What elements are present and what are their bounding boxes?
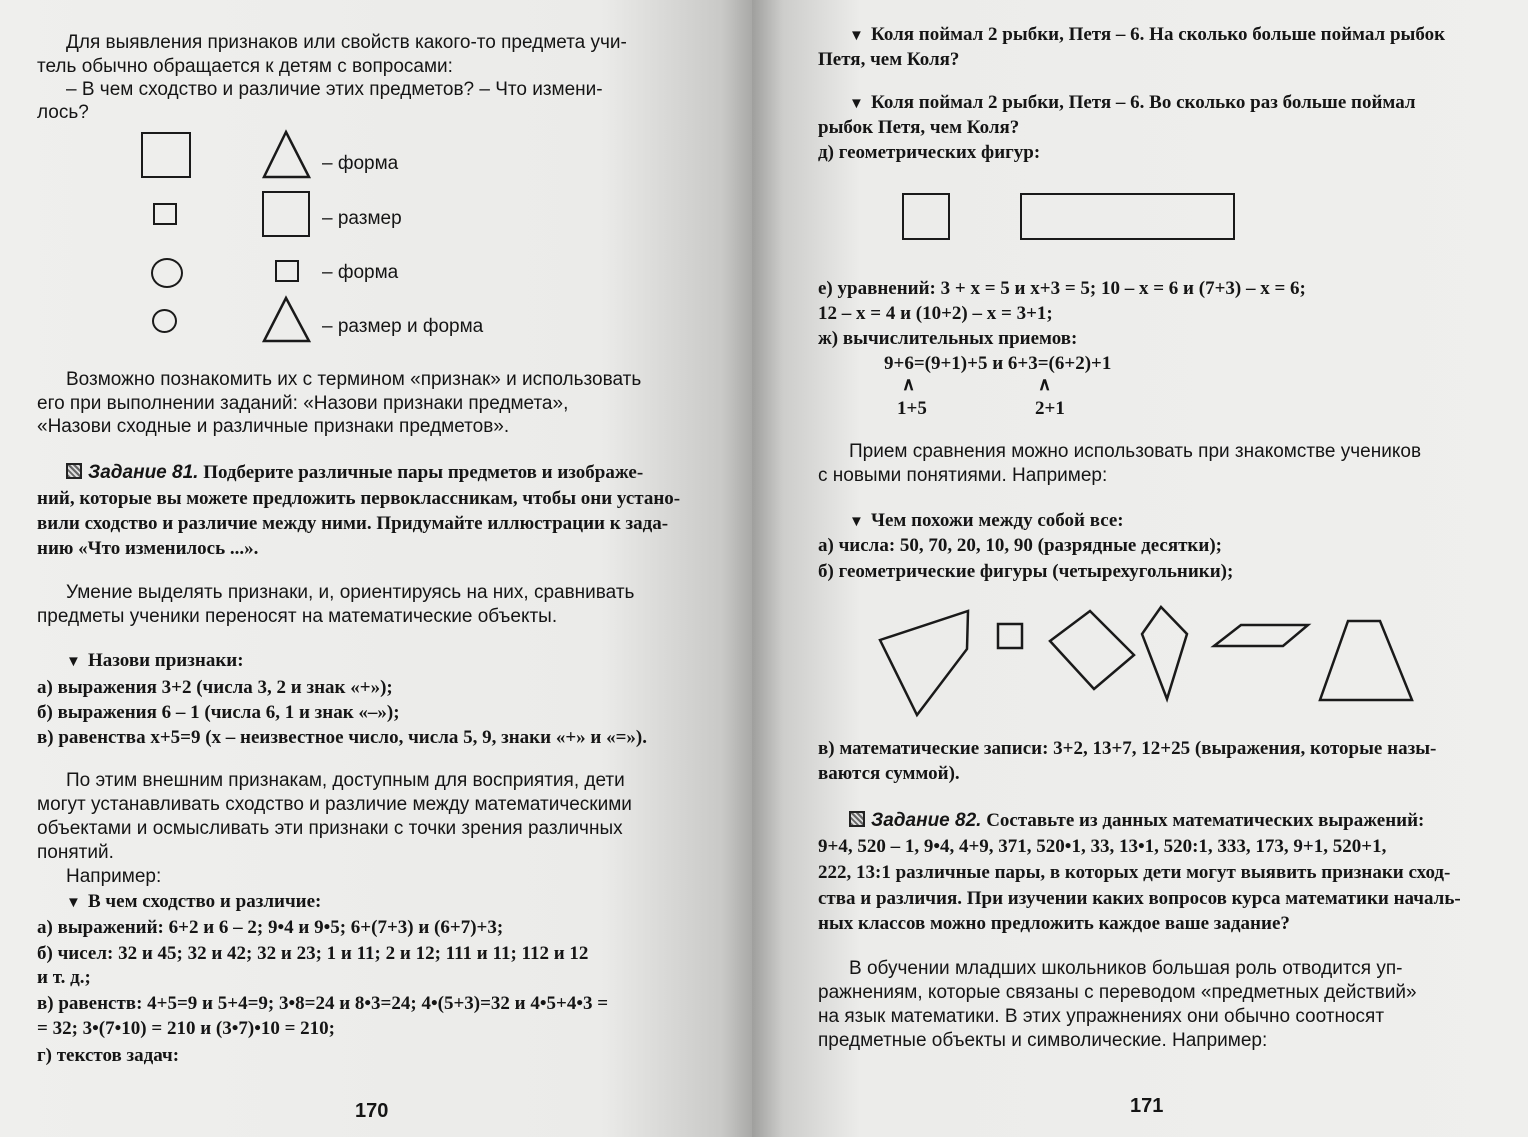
question-line [849, 92, 1416, 114]
equation-line: е) уравнений: 3 + x = 5 и x+3 = 5; 10 – x = 6 и (7+3) – x = 6; [818, 278, 1306, 299]
external-line: объектами и осмысливать эти признаки с точки зрения различных [37, 818, 623, 839]
question-text: Коля поймал 2 рыбки, Петя – 6. Во сколько раз больше поймал [871, 92, 1416, 113]
equation-line: 12 – x = 4 и (10+2) – x = 3+1; [818, 303, 1053, 324]
external-line: могут устанавливать сходство и различие между математическими [37, 794, 632, 815]
v-line: в) математические записи: 3+2, 13+7, 12+25 (выражения, которые назы- [818, 738, 1437, 759]
final-line: В обучении младших школьников большая роль отводится уп- [849, 958, 1403, 979]
question-line [849, 24, 1445, 46]
big-square-shape [262, 191, 310, 237]
triangle-down-icon: ▼ [66, 654, 81, 670]
intro-line: лось? [37, 102, 89, 123]
square-rotated-shape [1050, 611, 1134, 689]
shape-label: – форма [322, 262, 399, 283]
page-number: 171 [1130, 1095, 1164, 1117]
list-item: в) равенств: 4+5=9 и 5+4=9; 3•8=24 и 8•3=24; 4•(5+3)=32 и 4•5+4•3 = [37, 993, 609, 1014]
intro-line: тель обычно обращается к детям с вопросами: [37, 56, 453, 77]
small-square-shape [998, 624, 1022, 648]
rectangle-shape [1020, 193, 1235, 240]
final-line: ражнениям, которые связаны с переводом «предметных действий» [818, 982, 1417, 1003]
list-item: а) выражений: 6+2 и 6 – 2; 9•4 и 9•5; 6+(7+3) и (6+7)+3; [37, 917, 504, 938]
small-circle-shape [152, 309, 177, 333]
kite-shape [1142, 607, 1187, 699]
external-line: понятий. [37, 842, 114, 863]
intro-line: – В чем сходство и различие этих предметов? – Что измени- [66, 79, 603, 100]
triangle-down-icon: ▼ [66, 895, 81, 911]
term-line: его при выполнении заданий: «Назови признаки предмета», [37, 393, 569, 414]
task81-line: вили сходство и различие между ними. Придумайте иллюстрации к зада- [37, 513, 669, 534]
final-line: предметные объекты и символические. Например: [818, 1030, 1268, 1051]
triangle-down-icon: ▼ [849, 96, 864, 112]
d-line: д) геометрических фигур: [818, 142, 1041, 163]
small-square-shape [275, 260, 299, 282]
caret-icon: ∧ [902, 374, 916, 394]
task82-text: Составьте из данных математических выражений: [986, 810, 1425, 831]
page-number: 170 [355, 1100, 389, 1122]
task-square-icon [849, 811, 865, 827]
task82-line: 222, 13:1 различные пары, в которых дети могут выявить признаки сход- [818, 862, 1451, 883]
right-page [752, 0, 1528, 1137]
heading-text: Чем похожи между собой все: [871, 510, 1124, 531]
task81-title: Задание 81. [88, 462, 199, 483]
triangle-down-icon: ▼ [849, 28, 864, 44]
shape-label: – размер [322, 208, 402, 229]
calc-sub: 2+1 [1035, 398, 1065, 419]
list-item: б) выражения 6 – 1 (числа 6, 1 и знак «–»); [37, 702, 400, 723]
calc-formula: 9+6=(9+1)+5 и 6+3=(6+2)+1 [884, 353, 1112, 374]
compare-line: Прием сравнения можно использовать при знакомстве учеников [849, 441, 1422, 462]
question-line: Петя, чем Коля? [818, 49, 960, 70]
big-triangle-shape [262, 296, 312, 344]
task82-first-line [849, 810, 1424, 832]
v-line: ваются суммой). [818, 763, 960, 784]
list-item: б) геометрические фигуры (четырехугольники); [818, 561, 1234, 582]
term-line: Возможно познакомить их с термином «признак» и использовать [66, 369, 642, 390]
task-square-icon [66, 463, 82, 479]
intro-line: Для выявления признаков или свойств какого-то предмета учи- [66, 32, 627, 53]
for-example: Например: [66, 866, 162, 887]
task81-line: нию «Что изменилось ...». [37, 538, 259, 559]
list-item: б) чисел: 32 и 45; 32 и 42; 32 и 23; 1 и 11; 2 и 12; 111 и 11; 112 и 12 [37, 943, 589, 964]
list-item: и т. д.; [37, 967, 91, 988]
final-line: на язык математики. В этих упражнениях они обычно соотносят [818, 1006, 1385, 1027]
task81-first-line [66, 462, 643, 484]
circle-shape [151, 258, 183, 288]
skill-line: предметы ученики переносят на математические объекты. [37, 606, 558, 627]
calc-heading: ж) вычислительных приемов: [818, 328, 1078, 349]
question-text: Коля поймал 2 рыбки, Петя – 6. На сколько больше поймал рыбок [871, 24, 1446, 45]
list-item: г) текстов задач: [37, 1045, 180, 1066]
heading-text: В чем сходство и различие: [88, 891, 322, 912]
shape-label: – форма [322, 153, 399, 174]
task82-line: ства и различия. При изучении каких вопросов курса математики началь- [818, 888, 1461, 909]
similarity-heading [66, 891, 321, 913]
left-page [0, 0, 752, 1137]
task81-text: Подберите различные пары предметов и изображе- [203, 462, 644, 483]
caret-icon: ∧ [1038, 374, 1052, 394]
shape-label: – размер и форма [322, 316, 484, 337]
question-line: рыбок Петя, чем Коля? [818, 117, 1020, 138]
triangle-down-icon: ▼ [849, 514, 864, 530]
common-heading [849, 510, 1124, 532]
term-line: «Назови сходные и различные признаки предметов». [37, 416, 510, 437]
compare-line: с новыми понятиями. Например: [818, 465, 1108, 486]
task82-line: 9+4, 520 – 1, 9•4, 4+9, 371, 520•1, 33, 13•1, 520:1, 333, 173, 9+1, 520+1, [818, 836, 1387, 857]
big-triangle-shape [262, 130, 312, 180]
list-item: = 32; 3•(7•10) = 210 и (3•7)•10 = 210; [37, 1018, 335, 1039]
external-line: По этим внешним признакам, доступным для восприятия, дети [66, 770, 625, 791]
trapezoid-shape [1320, 621, 1412, 700]
list-item: а) числа: 50, 70, 20, 10, 90 (разрядные десятки); [818, 535, 1222, 556]
parallelogram-shape [1214, 625, 1308, 646]
big-square-shape [141, 132, 191, 178]
quadrilateral-shape [880, 611, 968, 715]
quadrilaterals-figure [872, 605, 1512, 715]
heading-text: Назови признаки: [88, 650, 244, 671]
list-item: в) равенства x+5=9 (x – неизвестное число, числа 5, 9, знаки «+» и «=»). [37, 727, 648, 748]
task82-line: ных классов можно предложить каждое ваше задание? [818, 913, 1290, 934]
task81-line: ний, которые вы можете предложить первоклассникам, чтобы они устано- [37, 488, 681, 509]
square-shape [902, 193, 950, 240]
task82-title: Задание 82. [871, 810, 982, 831]
name-features-heading [66, 650, 244, 672]
calc-sub: 1+5 [897, 398, 927, 419]
small-square-shape [153, 203, 177, 225]
skill-line: Умение выделять признаки, и, ориентируясь на них, сравнивать [66, 582, 635, 603]
list-item: а) выражения 3+2 (числа 3, 2 и знак «+»); [37, 677, 393, 698]
